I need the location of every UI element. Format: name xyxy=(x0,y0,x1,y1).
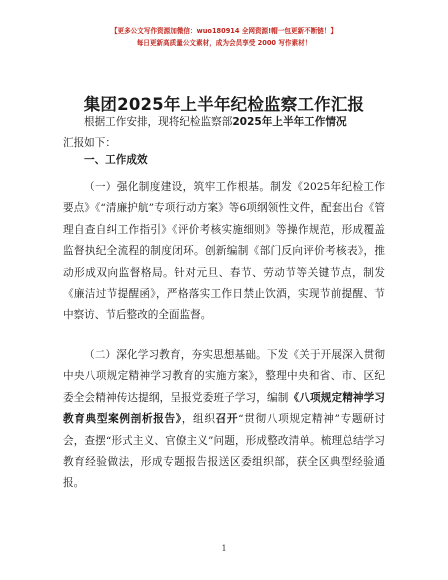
promo-banner-line-2: 每日更新高质量公文素材，成为会员享受 2000 写作素材！ xyxy=(136,39,312,47)
paragraph-2 xyxy=(63,345,385,495)
para-2-text-e: “贯彻八项规定精神”专题研讨会，查摆“形式主义、官僚主义”问题，形成整改清单。梳理总结学习教育经验做法，形成专题报告报送区委组织部，获全区典型经验通报。 xyxy=(63,413,386,490)
document-title: 集团2025年上半年纪检监察工作汇报 xyxy=(83,95,365,114)
intro-text-c: 汇报如下： xyxy=(63,137,116,150)
para-2-text-d: 召开 xyxy=(215,413,239,426)
para-2-report-title: 《八项规定精神学习教育典型案例剖析报告》 xyxy=(63,391,385,426)
section-heading-1: 一、工作成效 xyxy=(84,154,148,166)
intro-text-a: 根据工作安排，现将纪检监察部 xyxy=(84,116,233,128)
intro-text-b: 2025年上半年工作情况 xyxy=(232,116,347,128)
page-number: 1 xyxy=(221,544,227,553)
para-2-text-a: （二）深化学习教育，夯实思想基础。下发《关于开展深入贯彻中央八项规定精神学习教育的实施方案》，整理中央和省、市、区纪委全会精神传达提纲，呈报党委班子学习，编制 xyxy=(63,349,385,404)
paragraph-1: （一）强化制度建设，筑牢工作根基。制发《2025年纪检工作要点》《“清廉护航”专项行动方案》等6项纲领性文件，配套出台《管理自查自纠工作指引》《评价考核实施细则》等操作规范，形成覆盖监督执纪全流程的制度闭环。创新编制《部门反向评价考核表》，推动形成双向监督格局。针对元旦、春节、劳动节等关键节点，制发《廉洁过节提醒函》，严格落实工作日禁止饮酒，实现节前提醒、节中察访、节后整改的全面监督。 xyxy=(63,181,385,322)
para-2-text-c: ，组织 xyxy=(181,413,216,426)
promo-banner-line-1: 【更多公文写作资源加微信：wuo180914 全网资源!帽一包更新不断链！】 xyxy=(110,27,338,35)
intro-paragraph xyxy=(63,112,385,155)
